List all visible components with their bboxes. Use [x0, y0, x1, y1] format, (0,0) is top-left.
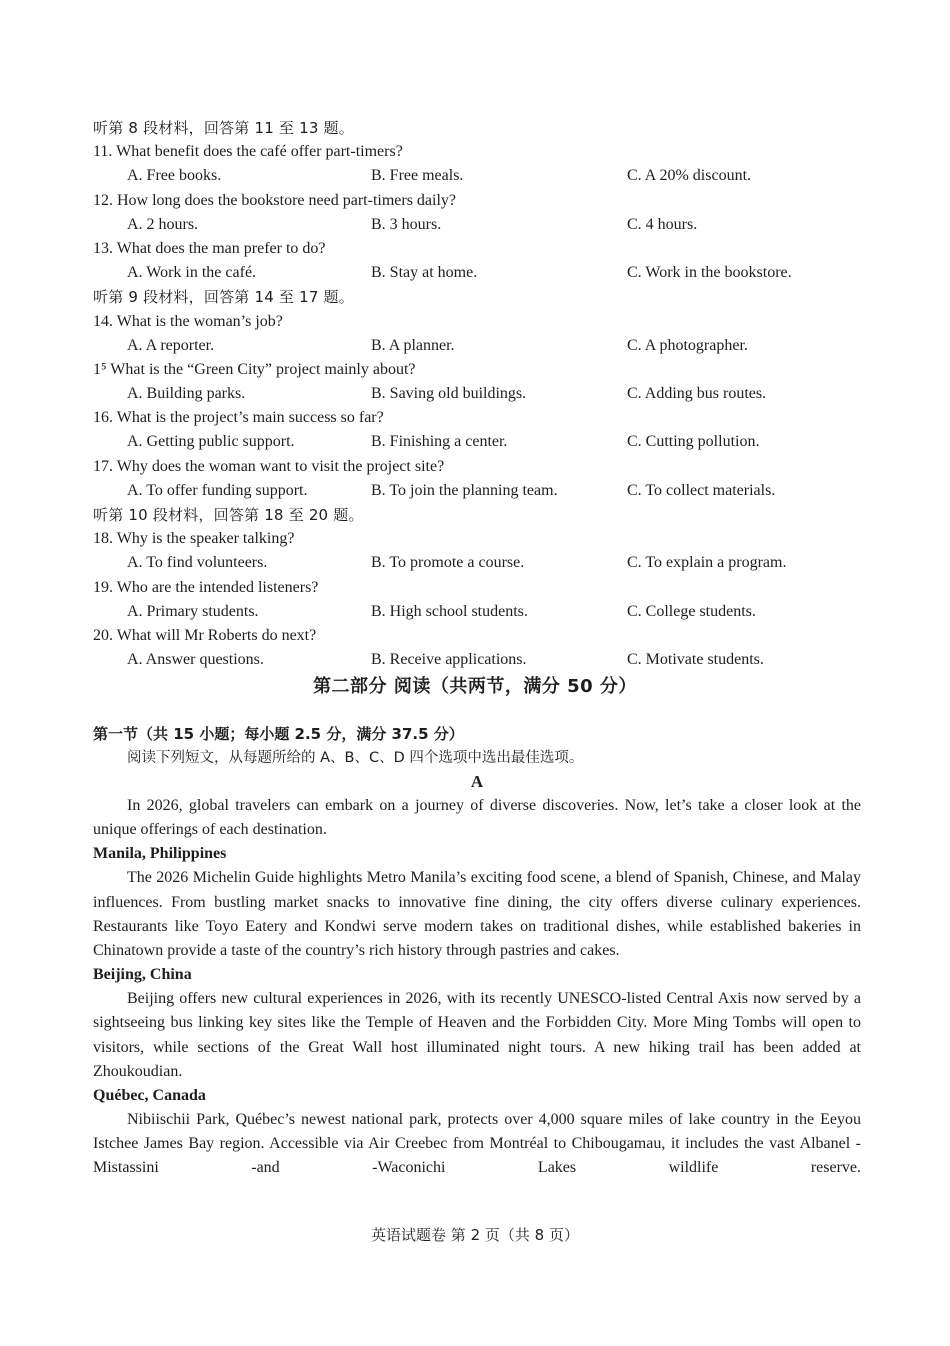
option-c: C. 4 hours. [627, 215, 698, 233]
option-c: C. To collect materials. [627, 481, 776, 499]
section-8-heading: 听第 8 段材料，回答第 11 至 13 题。 [93, 119, 354, 137]
listening-section [93, 116, 863, 672]
destination-title-quebec: Québec, Canada [93, 1087, 206, 1105]
passage-letter: A [470, 772, 484, 791]
option-a: A. To offer funding support. [127, 481, 308, 499]
destination-title-beijing: Beijing, China [93, 966, 192, 984]
option-a: A. Building parks. [127, 385, 246, 403]
option-b: B. Receive applications. [371, 651, 527, 669]
option-a: A. Getting public support. [127, 433, 295, 451]
section-one-heading: 第一节（共 15 小题；每小题 2.5 分，满分 37.5 分） [93, 725, 464, 743]
option-b: B. To join the planning team. [371, 481, 558, 499]
question-19-options [93, 600, 863, 624]
section-10-heading: 听第 10 段材料，回答第 18 至 20 题。 [93, 506, 364, 524]
reading-instructions: 阅读下列短文，从每题所给的 A、B、C、D 四个选项中选出最佳选项。 [127, 750, 584, 766]
question-12-options [93, 213, 863, 237]
option-b: B. Stay at home. [371, 264, 478, 282]
option-c: C. A photographer. [627, 336, 748, 354]
question-14: 14. What is the woman’s job? [93, 312, 283, 330]
option-c: C. Motivate students. [627, 651, 764, 669]
option-b: B. To promote a course. [371, 554, 525, 572]
reading-section [93, 722, 861, 1181]
question-18-options [93, 551, 863, 575]
destination-text-beijing: Beijing offers new cultural experiences in 2026, with its recently UNESCO-listed Central Axis now served by a sightseeing bus linking key sites like the Temple of Heaven and the Forbidden City. More Ming Tombs will open to visitors, while sections of the Great Wall host illuminated night tours. A new hiking trail has been added at Zhoukoudian. [93, 990, 861, 1080]
question-11: 11. What benefit does the café offer part-timers? [93, 143, 403, 161]
page-footer: 英语试题卷 第 2 页（共 8 页） [371, 1226, 579, 1244]
option-a: A. Work in the café. [127, 264, 257, 282]
question-16: 16. What is the project’s main success so far? [93, 409, 384, 427]
question-13: 13. What does the man prefer to do? [93, 239, 326, 257]
question-14-options [93, 334, 863, 358]
question-13-options [93, 261, 863, 285]
question-20-options [93, 648, 863, 672]
destination-text-manila: The 2026 Michelin Guide highlights Metro Manila’s exciting food scene, a blend of Spanish, Chinese, and Malay influences. From bustling market snacks to innovative fine dining, the city offers diverse culinary experiences. Restaurants like Toyo Eatery and Kondwi serve modern takes on traditional dishes, while established bakeries in Chinatown provide a taste of the country’s rich history through pastries and cakes. [93, 869, 861, 960]
option-c: C. College students. [627, 602, 756, 620]
option-c: C. To explain a program. [627, 554, 787, 572]
option-a: A. 2 hours. [127, 215, 199, 233]
option-c: C. A 20% discount. [627, 167, 752, 185]
question-16-options [93, 430, 863, 454]
passage-intro: In 2026, global travelers can embark on a journey of diverse discoveries. Now, let’s take a closer look at the unique offerings of each destination. [93, 797, 861, 839]
destination-text-quebec: Nibiischii Park, Québec’s newest national park, protects over 4,000 square miles of lake country in the Eeyou Istchee James Bay region. Accessible via Air Creebec from Montréal to Chibougamau, it includes the vast Albanel -Mistassini -and -Waconichi Lakes wildlife reserve. [93, 1111, 861, 1177]
question-15: 1⁵ What is the “Green City” project mainly about? [93, 360, 416, 378]
question-17-options [93, 479, 863, 503]
question-17: 17. Why does the woman want to visit the project site? [93, 457, 445, 475]
option-a: A. To find volunteers. [127, 554, 268, 572]
option-c: C. Adding bus routes. [627, 385, 767, 403]
option-a: A. Primary students. [127, 602, 259, 620]
question-12: 12. How long does the bookstore need part-timers daily? [93, 191, 457, 209]
question-15-options [93, 382, 863, 406]
destination-title-manila: Manila, Philippines [93, 845, 227, 863]
question-11-options [93, 164, 863, 188]
option-b: B. Saving old buildings. [371, 385, 527, 403]
question-19: 19. Who are the intended listeners? [93, 578, 319, 596]
option-b: B. Free meals. [371, 167, 464, 185]
option-a: A. A reporter. [127, 336, 215, 354]
section-9-heading: 听第 9 段材料，回答第 14 至 17 题。 [93, 288, 354, 307]
option-a: A. Free books. [127, 167, 222, 185]
part-two-title: 第二部分 阅读（共两节，满分 50 分） [313, 676, 637, 697]
option-b: B. A planner. [371, 336, 455, 354]
option-c: C. Work in the bookstore. [627, 264, 792, 282]
option-b: B. 3 hours. [371, 215, 442, 233]
option-a: A. Answer questions. [127, 651, 264, 669]
option-c: C. Cutting pollution. [627, 433, 760, 451]
question-20: 20. What will Mr Roberts do next? [93, 626, 317, 644]
option-b: B. High school students. [371, 602, 528, 620]
question-18: 18. Why is the speaker talking? [93, 530, 295, 548]
option-b: B. Finishing a center. [371, 433, 508, 451]
